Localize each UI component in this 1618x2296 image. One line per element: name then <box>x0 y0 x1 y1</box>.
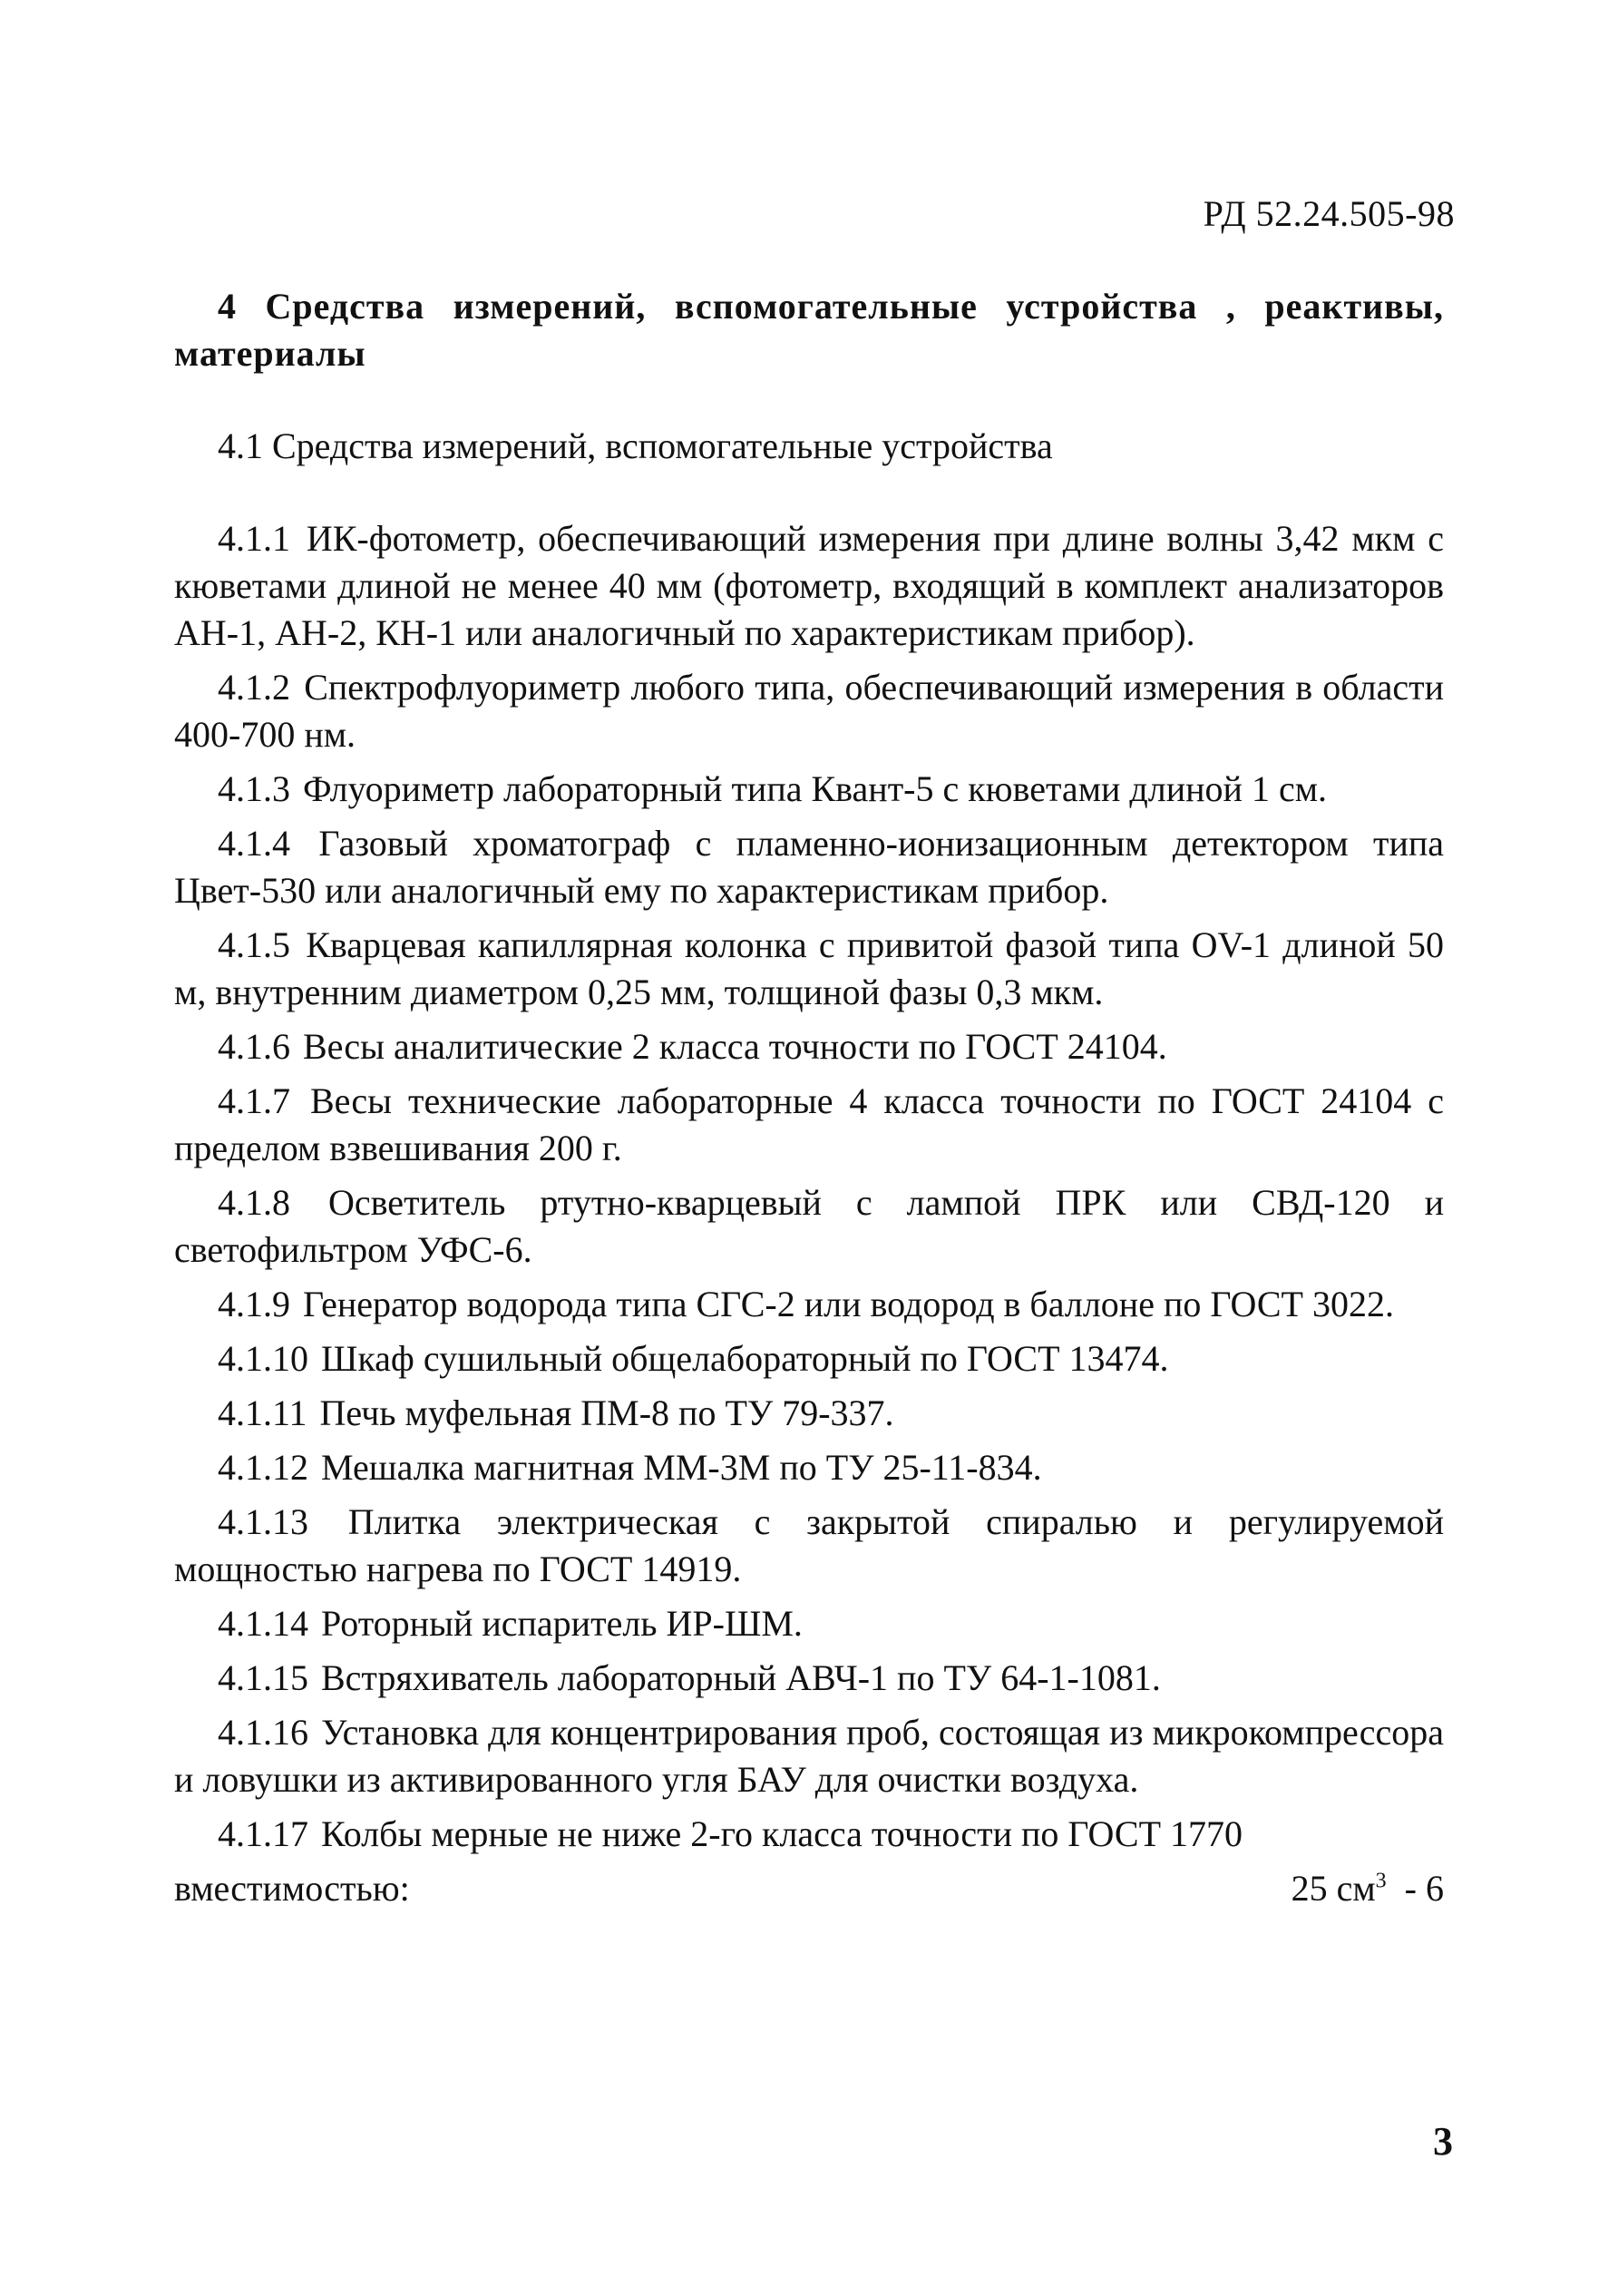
document-body <box>174 283 1444 1912</box>
item-number: 4.1.15 <box>218 1657 308 1698</box>
item-number: 4.1.12 <box>218 1447 308 1488</box>
item-text: Флуориметр лабораторный типа Квант-5 с кюветами длиной 1 см. <box>303 768 1328 809</box>
item-number: 4.1.4 <box>218 823 290 864</box>
items-list <box>174 515 1444 1858</box>
item-text: Весы аналитические 2 класса точности по ГОСТ 24104. <box>303 1026 1167 1067</box>
item-number: 4.1.5 <box>218 924 290 965</box>
section-heading: 4 Средства измерений, вспомогательные устройства , реактивы, материалы <box>174 286 1444 374</box>
document-code: РД 52.24.505-98 <box>1203 193 1455 234</box>
item-text: Генератор водорода типа СГС-2 или водород в баллоне по ГОСТ 3022. <box>303 1284 1394 1324</box>
list-item <box>174 766 1444 813</box>
list-item <box>174 1078 1444 1172</box>
item-number: 4.1.7 <box>218 1080 290 1121</box>
item-number: 4.1.13 <box>218 1501 308 1542</box>
list-item <box>174 922 1444 1016</box>
item-text: Плитка электрическая с закрытой спиралью и регулируемой мощностью нагрева по ГОСТ 14919. <box>174 1501 1445 1589</box>
capacity-count: - 6 <box>1404 1868 1444 1909</box>
page-number: 3 <box>1433 2119 1453 2164</box>
list-item <box>174 1390 1444 1437</box>
item-text: Кварцевая капиллярная колонка с привитой фазой типа OV-1 длиной 50 м, внутренним диаметром 0,25 мм, толщиной фазы 0,3 мкм. <box>174 924 1445 1012</box>
item-text: Спектрофлуориметр любого типа, обеспечивающий измерения в области 400-700 нм. <box>174 667 1444 755</box>
item-number: 4.1.1 <box>218 518 290 559</box>
list-item <box>174 1709 1444 1803</box>
item-text: Роторный испаритель ИР-ШМ. <box>321 1603 803 1644</box>
item-text: Мешалка магнитная ММ-3М по ТУ 25-11-834. <box>321 1447 1042 1488</box>
list-item <box>174 1499 1444 1593</box>
capacity-unit-power: 3 <box>1375 1869 1387 1893</box>
list-item <box>174 1281 1444 1328</box>
list-item <box>174 1179 1444 1274</box>
list-item <box>174 1811 1444 1858</box>
list-item <box>174 1335 1444 1382</box>
item-number: 4.1.6 <box>218 1026 290 1067</box>
item-text: Шкаф сушильный общелабораторный по ГОСТ 13474. <box>321 1338 1169 1379</box>
list-item <box>174 1023 1444 1070</box>
item-number: 4.1.8 <box>218 1182 290 1223</box>
item-text: Установка для концентрирования проб, состоящая из микрокомпрессора и ловушки из активированного угля БАУ для очистки воздуха. <box>174 1712 1445 1800</box>
list-item <box>174 820 1444 914</box>
capacity-volume: 25 см <box>1291 1868 1376 1909</box>
capacity-row <box>174 1865 1444 1912</box>
list-item <box>174 1600 1444 1647</box>
item-number: 4.1.9 <box>218 1284 290 1324</box>
list-item <box>174 664 1444 758</box>
item-number: 4.1.3 <box>218 768 290 809</box>
item-text: Газовый хроматограф с пламенно-ионизационным детектором типа Цвет-530 или аналогичный ему по характеристикам прибор. <box>174 823 1445 911</box>
item-number: 4.1.11 <box>218 1392 307 1433</box>
capacity-label: вместимостью: <box>174 1868 410 1909</box>
item-text: Осветитель ртутно-кварцевый с лампой ПРК или СВД-120 и светофильтром УФС-6. <box>174 1182 1445 1270</box>
item-text: ИК-фотометр, обеспечивающий измерения при длине волны 3,42 мкм с кюветами длиной не менее 40 мм (фотометр, входящий в комплект анализаторов АН-1, АН-2, КН-1 или аналогичный по характеристикам прибор). <box>174 518 1445 653</box>
item-text: Весы технические лабораторные 4 класса точности по ГОСТ 24104 с пределом взвешивания 200 г. <box>174 1080 1444 1168</box>
list-item <box>174 1444 1444 1491</box>
list-item <box>174 1655 1444 1702</box>
item-number: 4.1.17 <box>218 1813 308 1854</box>
item-number: 4.1.16 <box>218 1712 308 1753</box>
item-text: Встряхиватель лабораторный АВЧ-1 по ТУ 64-1-1081. <box>321 1657 1161 1698</box>
subsection-title: 4.1 Средства измерений, вспомогательные устройства <box>218 425 1053 466</box>
item-number: 4.1.2 <box>218 667 290 708</box>
item-number: 4.1.10 <box>218 1338 308 1379</box>
item-text: Колбы мерные не ниже 2-го класса точности по ГОСТ 1770 <box>321 1813 1243 1854</box>
item-number: 4.1.14 <box>218 1603 308 1644</box>
capacity-value <box>1291 1865 1444 1912</box>
list-item <box>174 515 1444 657</box>
item-text: Печь муфельная ПМ-8 по ТУ 79-337. <box>319 1392 894 1433</box>
